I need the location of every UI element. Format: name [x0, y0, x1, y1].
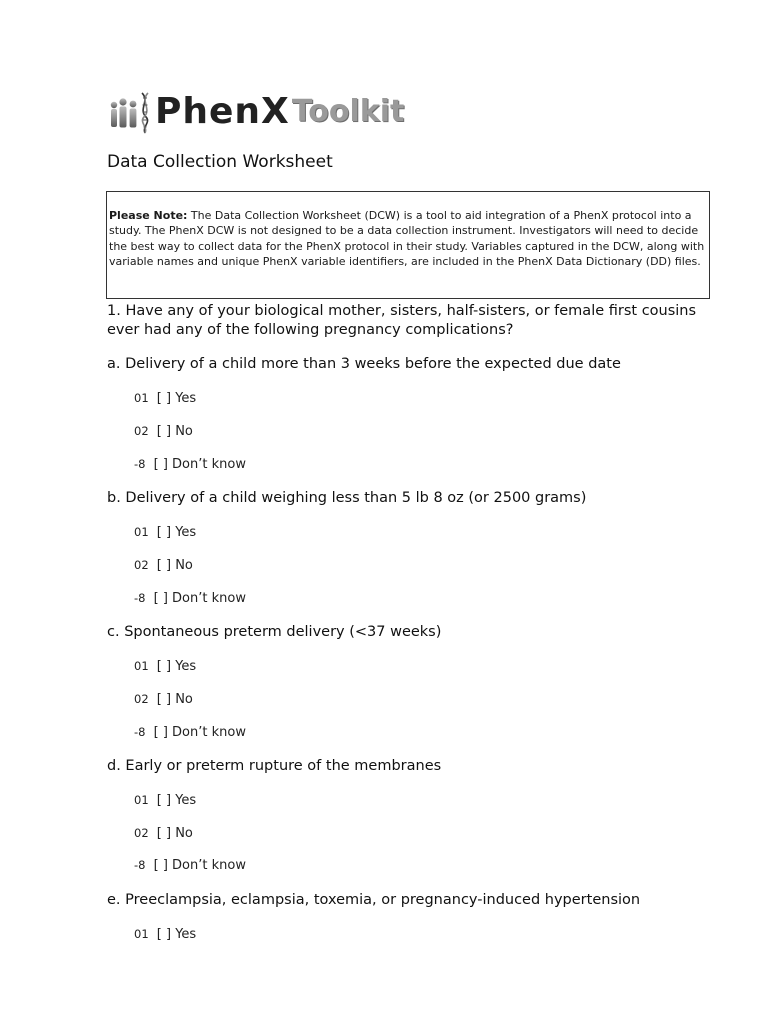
option-no[interactable]	[134, 424, 193, 439]
option-code: 01	[134, 927, 149, 941]
page-title: Data Collection Worksheet	[107, 152, 333, 172]
option-yes[interactable]	[134, 525, 196, 540]
checkbox[interactable]: [ ]	[153, 858, 168, 873]
option-label: Don’t know	[172, 591, 246, 606]
option-label: Yes	[175, 793, 197, 808]
checkbox[interactable]: [ ]	[156, 927, 172, 942]
option-code: 02	[134, 826, 149, 840]
note-label: Please Note:	[109, 209, 188, 222]
subquestion-c: c. Spontaneous preterm delivery (<37 weeks)	[107, 624, 442, 640]
subquestion-a: a. Delivery of a child more than 3 weeks before the expected due date	[107, 356, 621, 372]
option-code: -8	[134, 457, 146, 471]
checkbox[interactable]: [ ]	[156, 826, 172, 841]
option-label: Don’t know	[172, 858, 246, 873]
option-label: No	[175, 558, 193, 573]
subquestion-b: b. Delivery of a child weighing less than 5 lb 8 oz (or 2500 grams)	[107, 490, 587, 506]
option-label: Yes	[175, 391, 197, 406]
option-yes[interactable]	[134, 391, 196, 406]
option-code: 02	[134, 692, 149, 706]
checkbox[interactable]: [ ]	[156, 525, 172, 540]
option-code: 01	[134, 391, 149, 405]
option-label: Don’t know	[172, 457, 246, 472]
option-no[interactable]	[134, 692, 193, 707]
subquestion-e: e. Preeclampsia, eclampsia, toxemia, or pregnancy-induced hypertension	[107, 892, 641, 908]
option-label: Yes	[175, 659, 197, 674]
option-label: Yes	[175, 927, 197, 942]
note-text: The Data Collection Worksheet (DCW) is a tool to aid integration of a PhenX protocol into a study. The PhenX DCW is not designed to be a data collection instrument. Investigators will need to decide the best way to collect data for the PhenX protocol in their study. Variables captured in the DCW, along with variable names and unique PhenX variable identifiers, are included in the PhenX Data Dictionary (DD) files.	[109, 209, 705, 268]
checkbox[interactable]: [ ]	[156, 558, 172, 573]
option-label: Yes	[175, 525, 197, 540]
checkbox[interactable]: [ ]	[156, 793, 172, 808]
option-label: No	[175, 826, 193, 841]
people-dna-logo-icon	[107, 89, 153, 135]
option-code: 01	[134, 659, 149, 673]
option-no[interactable]	[134, 826, 193, 841]
option-code: 01	[134, 525, 149, 539]
note-box	[106, 191, 710, 299]
option-label: No	[175, 424, 193, 439]
checkbox[interactable]: [ ]	[156, 424, 172, 439]
checkbox[interactable]: [ ]	[153, 725, 168, 740]
option-dont-know[interactable]	[134, 591, 246, 606]
checkbox[interactable]: [ ]	[156, 659, 172, 674]
option-code: 02	[134, 424, 149, 438]
logo-suffix: Toolkit	[291, 94, 405, 129]
checkbox[interactable]: [ ]	[156, 391, 172, 406]
option-code: -8	[134, 858, 146, 872]
option-dont-know[interactable]	[134, 858, 246, 873]
option-no[interactable]	[134, 558, 193, 573]
option-code: -8	[134, 725, 146, 739]
option-code: -8	[134, 591, 146, 605]
phenx-toolkit-logo	[107, 88, 467, 136]
checkbox[interactable]: [ ]	[153, 591, 168, 606]
option-yes[interactable]	[134, 659, 196, 674]
option-code: 02	[134, 558, 149, 572]
option-yes[interactable]	[134, 927, 196, 942]
logo-wordmark: PhenX	[155, 91, 290, 132]
subquestion-d: d. Early or preterm rupture of the membranes	[107, 758, 442, 774]
question-1: 1. Have any of your biological mother, sisters, half-sisters, or female first cousins ever had any of the following pregnancy complications?	[107, 303, 697, 338]
option-label: Don’t know	[172, 725, 246, 740]
option-dont-know[interactable]	[134, 457, 246, 472]
option-yes[interactable]	[134, 793, 196, 808]
option-label: No	[175, 692, 193, 707]
checkbox[interactable]: [ ]	[153, 457, 168, 472]
option-dont-know[interactable]	[134, 725, 246, 740]
checkbox[interactable]: [ ]	[156, 692, 172, 707]
option-code: 01	[134, 793, 149, 807]
